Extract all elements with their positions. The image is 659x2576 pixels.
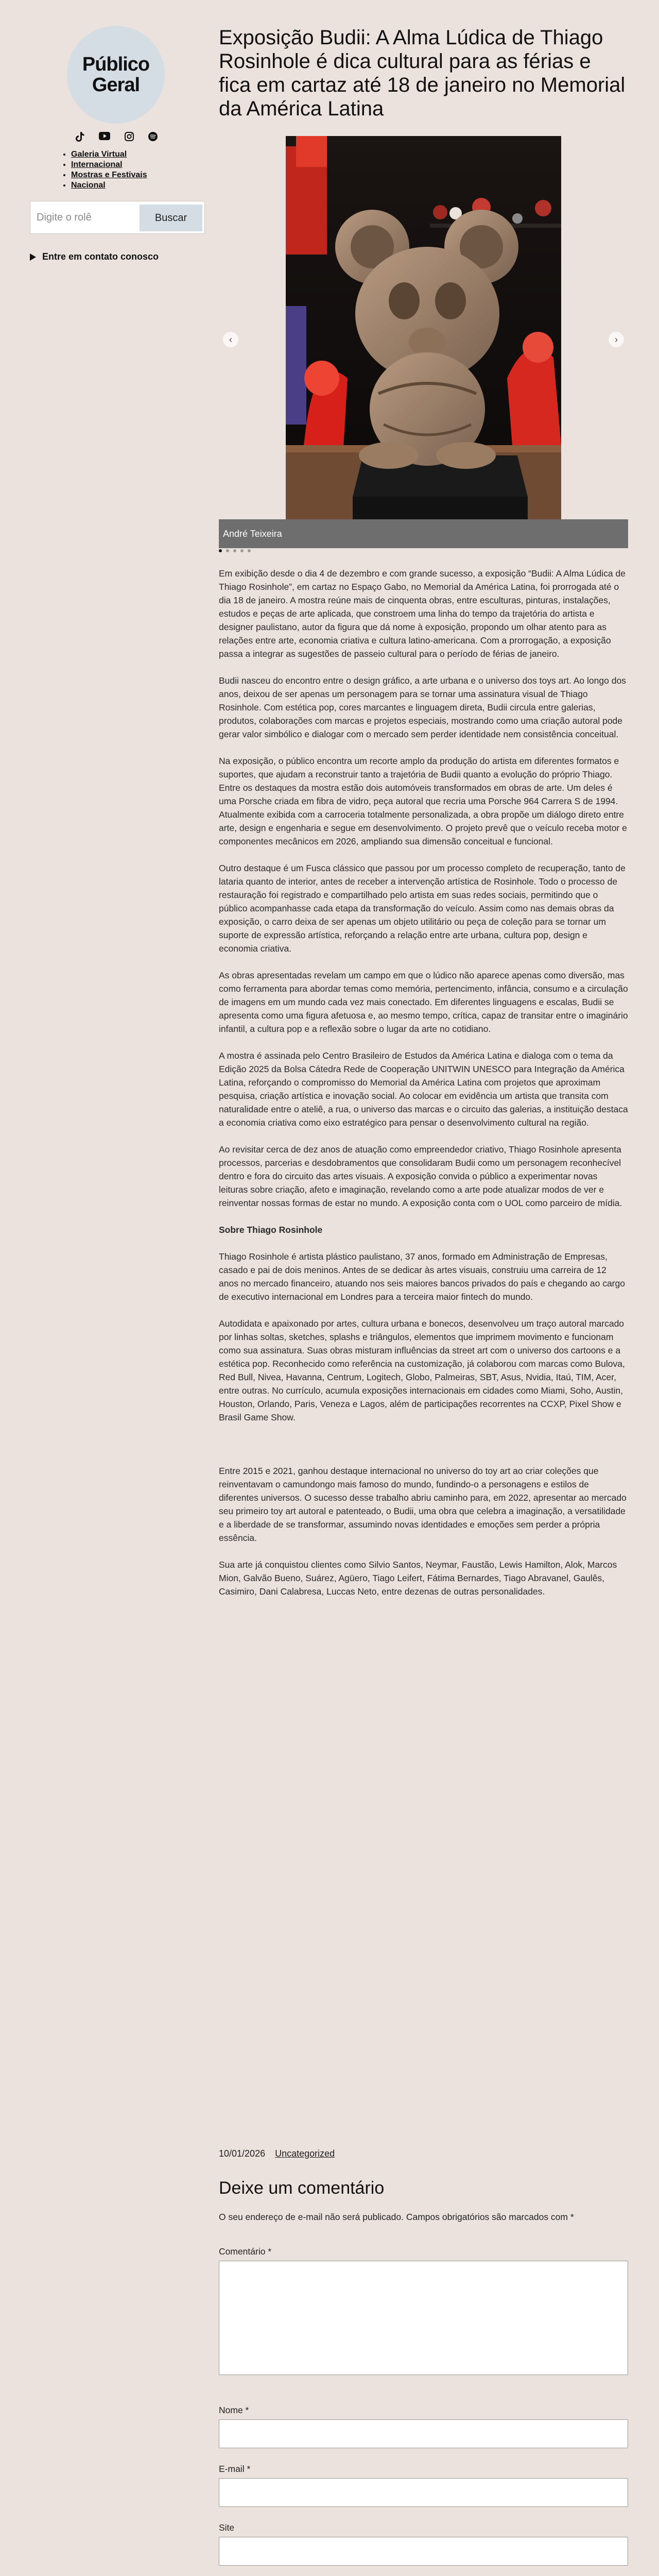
article-paragraph: Ao revisitar cerca de dez anos de atuação como empreendedor criativo, Thiago Rosinhole apresenta processos, parcerias e desdobramentos que consolidaram Budii como um personagem reconhecível dentro e fora do circuito das artes visuais. A exposição convida o público a experimentar novas leituras sobre criação, afeto e imaginação, revelando como a arte pode atualizar modos de ver e reinventar nossas formas de estar no mundo. A exposição conta com o UOL como parceiro de mídia. [219,1144,622,1208]
contact-toggle[interactable] [30,251,159,262]
youtube-icon[interactable] [99,132,110,142]
social-links [75,132,158,142]
image-caption: André Teixeira [219,519,628,548]
comment-notes: O seu endereço de e-mail não será publicado. Campos obrigatórios são marcados com * [219,2212,574,2222]
site-logo[interactable] [67,26,165,124]
logo-line-2: Geral [92,74,140,96]
menu-item-galeria-virtual[interactable]: • Galeria Virtual [71,149,147,160]
article-paragraph: Outro destaque é um Fusca clássico que passou por um processo completo de recuperação, tanto de lataria quanto de interior, antes de receber a intervenção artística de Rosinhole. Todo o processo de restauração foi registrado e compartilhado pelo artista em suas redes sociais, permitindo que o público acompanhasse cada etapa da transformação do veículo. Assim como nas demais obras da exposição, o carro deixa de ser apenas um objeto utilitário ou peça de coleção para se tornar um suporte de expressão artística, reforçando a relação entre arte urbana, cultura pop, design e economia criativa. [219,863,626,954]
slider-dot-1[interactable] [219,549,222,552]
search-input[interactable] [33,205,130,230]
comment-textarea[interactable] [219,2261,628,2375]
article-paragraph: A mostra é assinada pelo Centro Brasileiro de Estudos da América Latina e dialoga com o tema da Edição 2025 da Bolsa Cátedra Rede de Cooperação UNITWIN UNESCO para Integração da América Latina, reforçando o compromisso do Memorial da América Latina com projetos que aproximam pesquisa, criação artística e inovação social. Ao colocar em evidência um artista que transita com naturalidade entre o ateliê, a rua, o universo das marcas e o circuito das galerias, a instituição destaca a economia criativa como eixo estratégico para pensar o desenvolvimento cultural na região. [219,1050,628,1128]
image-slider [219,136,628,543]
main-menu [64,149,147,191]
menu-item-mostras-festivais[interactable]: • Mostras e Festivais [71,170,147,180]
slider-prev-button[interactable] [223,332,238,347]
search-button[interactable]: Buscar [140,205,202,231]
about-paragraph: Autodidata e apaixonado por artes, cultura urbana e bonecos, desenvolveu um traço autoral marcado por linhas soltas, sketches, splashs e triângulos, elementos que imprimem movimento e funcionam como sua assinatura. Suas obras misturam influências da street art com o universo dos cartoons e a estética pop. Reconhecido como referência na customização, já colaborou com marcas como Bulova, Red Bull, Nivea, Havanna, Centrum, Logitech, Globo, Palmeiras, SBT, Asus, Nvidia, Itaú, TIM, Acer, entre outras. No currículo, acumula exposições internacionais em cidades como Miami, Soho, Austin, Houston, Orlando, Paris, Veneza e Lagos, além de participações recorrentes na CCXP, Pixel Show e Brasil Game Show. [219,1318,625,1422]
about-paragraph: Entre 2015 e 2021, ganhou destaque internacional no universo do toy art ao criar coleções que reinventavam o camundongo mais famoso do mundo, fundindo-o a personagens e estilos de diferentes universos. O sucesso desse trabalho abriu caminho para, em 2022, apresentar ao mercado seu primeiro toy art autoral e patenteado, o Budii, uma obra que celebra a imaginação, a versatilidade e a liberdade de se transformar, assumindo novas identidades e emoções sem perder a própria essência. [219,1466,627,1543]
post-meta [219,2148,335,2159]
email-label: E-mail * [219,2464,251,2474]
article-paragraph: Em exibição desde o dia 4 de dezembro e com grande sucesso, a exposição “Budii: A Alma Lúdica de Thiago Rosinhole”, em cartaz no Espaço Gabo, no Memorial da América Latina, foi prorrogada até o dia 18 de janeiro. A mostra reúne mais de cinquenta obras, entre esculturas, pinturas, instalações, estudos e peças de arte aplicada, que constroem uma linha do tempo da trajetória do artista e designer paulistano, autor da figura que dá nome à exposição, propondo um olhar atento para as relações entre arte, economia criativa e cultura latino-americana. Com a prorrogação, a exposição passa a integrar as sugestões de passeio cultural para o período de férias de janeiro. [219,568,626,659]
name-field[interactable] [219,2419,628,2448]
main-content [219,26,628,2533]
article-paragraph: As obras apresentadas revelam um campo em que o lúdico não aparece apenas como diversão, mas como ferramenta para abordar temas como memória, pertencimento, infância, consumo e a circulação de imagens em um mundo cada vez mais conectado. Em diferentes linguagens e escalas, Budii se apresenta como uma figura afetuosa e, ao mesmo tempo, crítica, capaz de transitar entre o imaginário infantil, a cultura pop e a reflexão sobre o lugar da arte no cotidiano. [219,970,628,1034]
about-paragraph: Thiago Rosinhole é artista plástico paulistano, 37 anos, formado em Administração de Empresas, casado e pai de dois meninos. Antes de se dedicar às artes visuais, construiu uma carreira de 12 anos no mercado financeiro, atuando nos seis maiores bancos privados do país e chegando ao cargo de executivo internacional em Londres para a terceira maior fintech do mundo. [219,1251,625,1302]
slider-dots [219,549,251,552]
search-form [30,201,205,234]
comment-form-title: Deixe um comentário [219,2178,385,2198]
slider-dot-4[interactable] [240,549,244,552]
article-body [219,567,628,1612]
tiktok-icon[interactable] [75,132,84,142]
about-heading: Sobre Thiago Rosinhole [219,1225,323,1235]
spotify-icon[interactable] [148,132,158,142]
chevron-left-icon: ‹ [229,334,232,345]
comment-label: Comentário * [219,2246,272,2257]
article-paragraph: Na exposição, o público encontra um recorte amplo da produção do artista em diferentes formatos e suportes, que ajudam a reconstruir tanto a trajetória de Budii quanto a evolução do próprio Thiago. Entre os destaques da mostra estão dois automóveis transformados em obras de arte. Um deles é uma Porsche criada em fibra de vidro, peça autoral que recria uma Porsche 964 Carrera S de 1994. Atualmente exibida com a carroceria totalmente personalizada, a obra propõe um diálogo direto entre arte, design e engenharia e segue em desenvolvimento. O projeto prevê que o veículo receba motor e componentes mecânicos em 2026, ampliando sua dimensão conceitual e funcional. [219,756,627,846]
article-title: Exposição Budii: A Alma Lúdica de Thiago Rosinhole é dica cultural para as férias e fica em cartaz até 18 de janeiro no Memorial da América Latina [219,26,626,120]
slider-next-button[interactable] [609,332,624,347]
menu-item-internacional[interactable]: • Internacional [71,160,147,170]
post-date: 10/01/2026 [219,2148,266,2159]
disclosure-triangle-icon [30,253,36,261]
article-paragraph: Budii nasceu do encontro entre o design gráfico, a arte urbana e o universo dos toys art. Ao longo dos anos, deixou de ser apenas um personagem para se tornar uma assinatura visual de Thiago Rosinhole. Com estética pop, cores marcantes e linguagem direta, Budii circula entre galerias, produtos, colaborações com marcas e projetos especiais, mostrando como uma criação autoral pode gerar valor simbólico e dialogar com o mercado sem perder identidade nem consistência conceitual. [219,675,626,739]
instagram-icon[interactable] [125,132,134,142]
about-paragraph: Sua arte já conquistou clientes como Silvio Santos, Neymar, Faustão, Lewis Hamilton, Alok, Marcos Mion, Galvão Bueno, Suárez, Agüero, Tiago Leifert, Fátima Bernardes, Tiago Abravanel, Gaulês, Casimiro, Dani Calabresa, Luccas Neto, entre dezenas de outras personalidades. [219,1560,617,1597]
chevron-right-icon: › [615,334,618,345]
budii-sculpture-image [286,136,561,543]
site-field[interactable] [219,2537,628,2566]
slider-dot-5[interactable] [248,549,251,552]
post-category-link[interactable]: Uncategorized [275,2148,335,2159]
site-label: Site [219,2522,235,2533]
slide-image [286,136,561,543]
email-field[interactable] [219,2478,628,2507]
slider-dot-2[interactable] [226,549,229,552]
logo-line-1: Público [82,54,150,75]
slider-dot-3[interactable] [233,549,236,552]
name-label: Nome * [219,2405,249,2415]
menu-item-nacional[interactable]: • Nacional [71,180,147,191]
contact-label: Entre em contato conosco [42,251,159,262]
